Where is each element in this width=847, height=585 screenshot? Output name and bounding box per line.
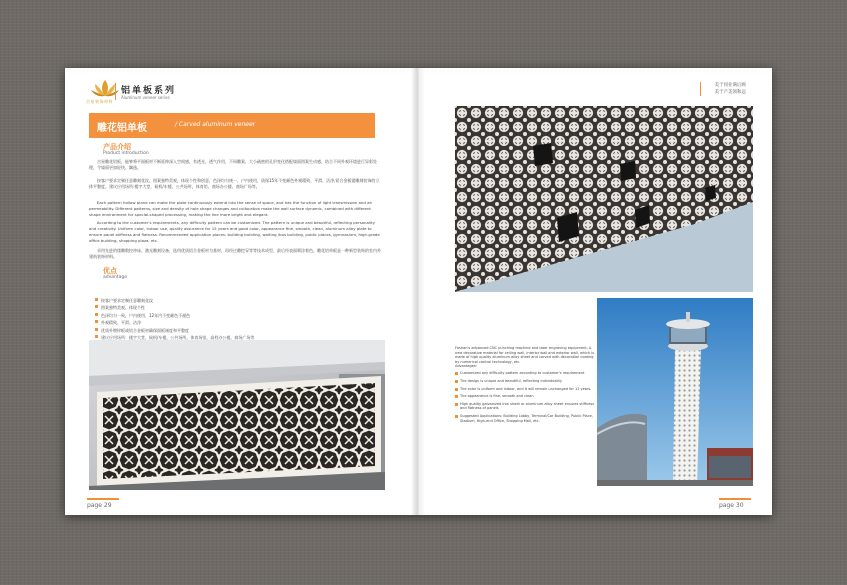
building-facade-photo [455,106,753,292]
bullet-icon [455,403,458,406]
series-title-en: Aluminum veneer series [121,95,170,100]
brochure-spread [65,68,772,515]
advantage-heading-en: advantage [103,275,128,280]
left-page [65,68,417,515]
right-page [417,68,772,515]
page-number-bar [87,498,119,500]
bullet-icon [455,380,458,383]
bullet-icon [455,372,458,375]
list-item: The design is unique and beautiful, reflecting individuality [455,379,595,384]
bullet-icon [455,388,458,391]
intro-paragraph-2: 按客户要求定制任意雕刻花纹、图案独特美观，体现个性和创意，色泽均匀统一，户内使用，质保15年不变颜色外观精致、平滑、洁净,铝合金板镂雕刻装饰的立体平整度。建议应用场所:楼宇大堂，候机/车楼，公共场所，体育馆，商场办公楼，商场广场等。 [89,178,380,189]
page-number-bar [719,498,751,500]
list-item: The color is uniform and indoor, and it will remain unchanged for 12 years. [455,387,595,392]
english-description [455,346,595,423]
tagline-divider [700,82,701,96]
advantage-heading-cn: 优点 [103,267,117,275]
carved-panel-interior-photo [89,340,385,490]
list-item: 图案独特美观，体现个性 [95,304,254,311]
bullet-icon [95,313,98,316]
intro-heading-en: Product introduction [103,151,149,156]
intro-paragraph-5: 采用先进的镂雕数控冲床、激光雕刻设备，选用优质铝合金板材为基材，再经过雕挖穿等等技术成型，最后经表面喷涂着色。雕花铝单板是一种新型装饰的室内外建筑装饰材料。 [89,248,381,259]
control-tower-photo [597,298,753,486]
spread-fold-shadow [411,68,425,515]
advantage-list [95,297,254,341]
list-item: Suggested Applications: Building Lobby, Terminal/Car Building, Public Place, Stadium, High-end Office, Shopping Mall, etc. [455,414,595,423]
series-title-cn: 铝单板系列 [121,86,177,96]
intro-paragraph-4: According to the customer's requirements, any difficulty pattern can be customized. The pattern is unique and beautiful, reflecting personality and creativity. Uniform color, indoor use, quality assurance for 15 years and good color, appearance fine, smooth, clean, aluminum alloy plate to ensure panel stiffness and flatness. Recommended application places: building building, waiting /bus building, public places, gymnasium, high-grade office building, shopping plaza, etc. [89,220,380,243]
english-advantages-label: Advantages: [455,364,477,369]
intro-paragraph-1: 吉星雕花铝板，能够将平面板材不断延伸深入空间感，有透光、透气作用，不同雕案、大小疏密的孔形变化搭配墙面图案生动感，结合不同外观环境进行异彩处理，令墙面更加轻快、飘逸。 [89,159,377,170]
product-title-cn: 雕花铝单板 [97,123,147,134]
page-number-left: page 29 [87,502,112,509]
page-number-right: page 30 [719,502,744,509]
list-item: Customized any difficulty pattern according to customer's requirement [455,371,595,376]
bullet-icon [455,395,458,398]
english-intro: Foshan's advanced CNC punching machine and laser engraving equipment. A new decorative material for ceiling wall, interior wall and exterior wall, which is made of high quality aluminum alloy sheet and carved with decoration coating by numerical control technology, etc. [455,346,595,364]
logo-text: 吉星装饰材料 [86,99,113,104]
list-item: 优质外镀锌板或铝合金板材确保面板刚度和平整度 [95,327,254,334]
product-title-en: / Carved aluminum veneer [175,121,256,128]
bullet-icon [95,298,98,301]
intro-heading-cn: 产品介绍 [103,143,131,151]
bullet-icon [95,335,98,338]
list-item: High quality galvanized iron sheet or aluminum alloy sheet ensures stiffness and flatness of panels [455,402,595,411]
tagline-line-2: 美于产美领和远 [714,90,746,95]
list-item: 色泽均匀一致，户内使用，12年内不变颜色不褪色 [95,312,254,319]
header-divider [115,83,116,100]
list-item: 建议应用场所：楼宇大堂，候机/车楼，公共场所，体育场馆，高档办公楼，商场广场等 [95,334,254,341]
list-item: The appearance is fine, smooth and clean [455,394,595,399]
product-title-band [89,113,375,138]
list-item: 按客户要求定制任意雕刻花纹 [95,297,254,304]
lotus-logo-icon [89,78,121,100]
intro-paragraph-3: Each pattern hollow plane can make the plate continuously extend into the sense of space, and has the function of light transmission and air permeability. Different patterns, size and density of hole shape changes and collocation make the wall surface dynamic, combined with different shape environment for special-shaped processing, making the line more bright and elegant. [89,200,373,217]
bullet-icon [95,320,98,323]
tagline-line-1: 美于同业满后顾 [714,83,746,88]
list-item: 外观精致、平滑、洁净 [95,319,254,326]
bullet-icon [455,415,458,418]
bullet-icon [95,305,98,308]
bullet-icon [95,328,98,331]
english-advantage-list [455,371,595,423]
